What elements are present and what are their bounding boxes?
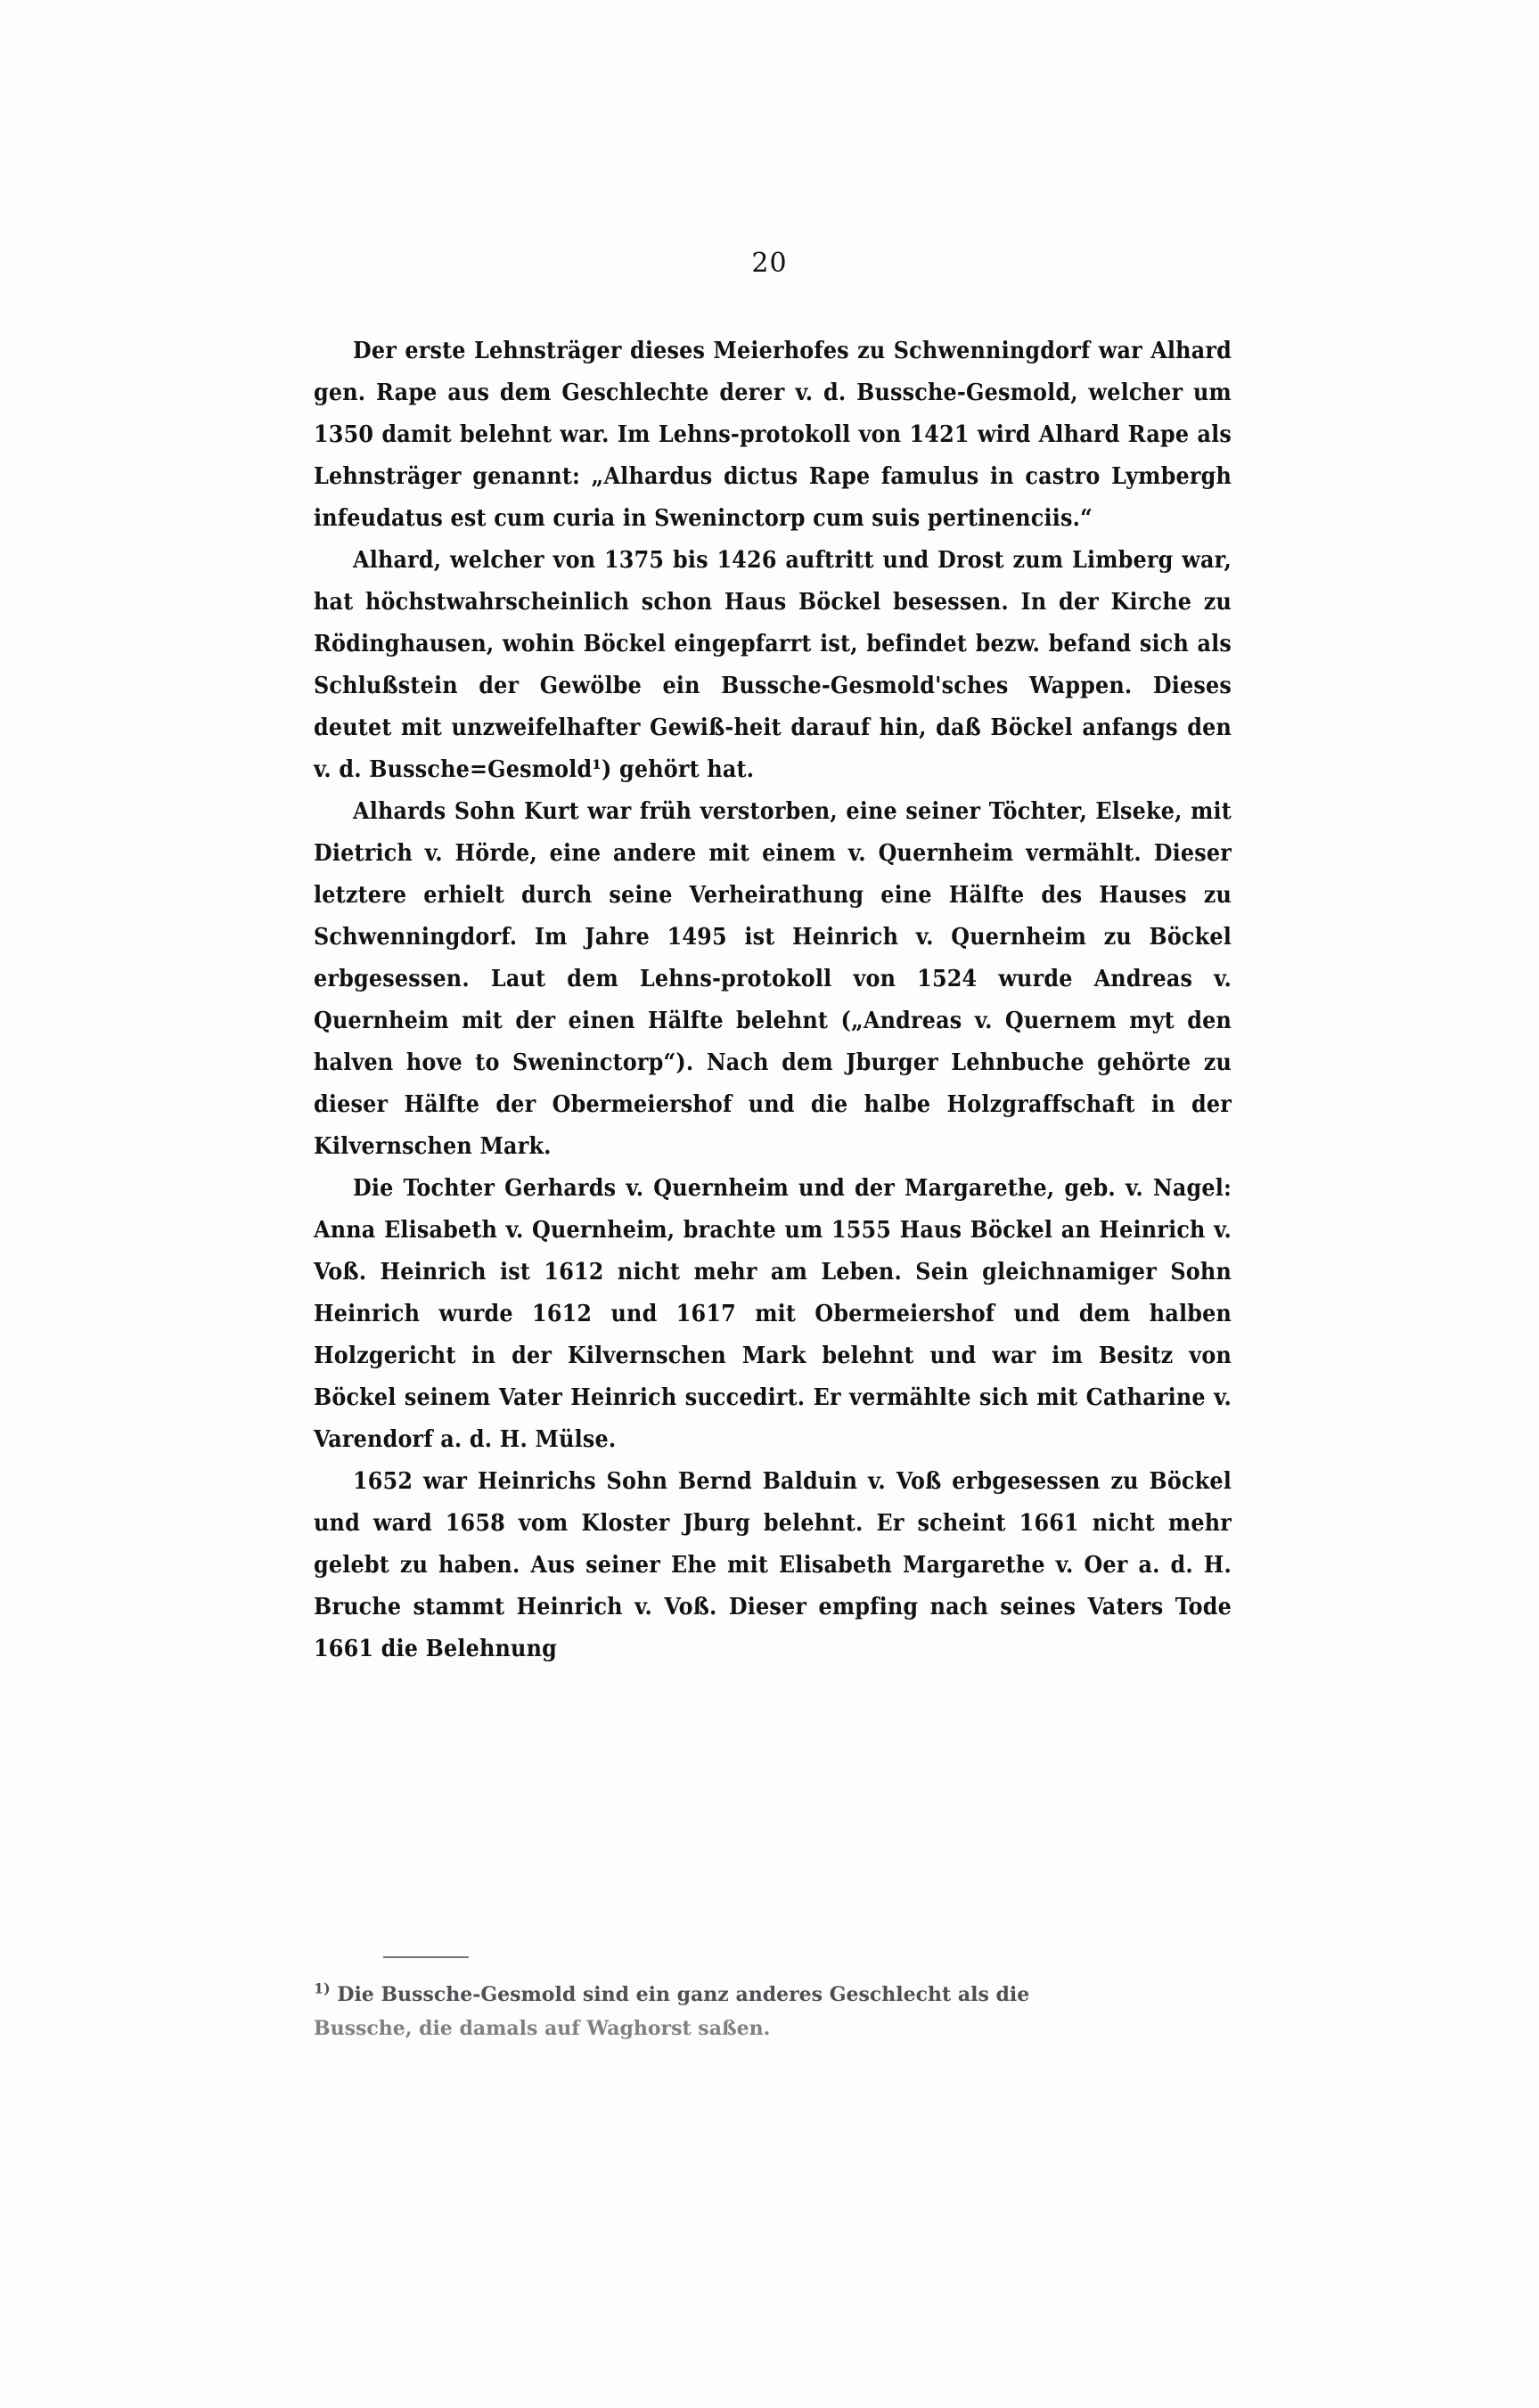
- paragraph: Der erste Lehnsträger dieses Meierhofes zu Schwenningdorf war Alhard gen. Rape aus dem Geschlechte derer v. d. Bussche-Gesmold, welcher um 1350 damit belehnt war. Im Lehns-protokoll von 1421 wird Alhard Rape als Lehnsträger genannt: „Alhardus dictus Rape famulus in castro Lymbergh infeudatus est cum curia in Sweninctorp cum suis pertinenciis.“: [314, 337, 1232, 532]
- footnote-line-1: Die Bussche-Gesmold sind ein ganz anderes Geschlecht als die: [337, 1983, 1030, 2006]
- paragraph: Alhard, welcher von 1375 bis 1426 auftritt und Drost zum Limberg war, hat höchstwahrscheinlich schon Haus Böckel besessen. In der Kirche zu Rödinghausen, wohin Böckel eingepfarrt ist, befindet bezw. befand sich als Schlußstein der Gewölbe ein Bussche-Gesmold'sches Wappen. Dieses deutet mit unzweifelhafter Gewiß-heit darauf hin, daß Böckel anfangs den v. d. Bussche=Gesmold¹) gehört hat.: [314, 546, 1232, 783]
- footnote: [314, 1978, 1232, 2045]
- footnote-line-2: Bussche, die damals auf Waghorst saßen.: [314, 2017, 771, 2040]
- footnote-marker: 1): [314, 1979, 331, 1997]
- page-number: 20: [751, 248, 788, 279]
- paragraph: Alhards Sohn Kurt war früh verstorben, eine seiner Töchter, Elseke, mit Dietrich v. Hörde, eine andere mit einem v. Quernheim vermählt. Dieser letztere erhielt durch seine Verheirathung eine Hälfte des Hauses zu Schwenningdorf. Im Jahre 1495 ist Heinrich v. Quernheim zu Böckel erbgesessen. Laut dem Lehns-protokoll von 1524 wurde Andreas v. Quernheim mit der einen Hälfte belehnt („Andreas v. Quernem myt den halven hove to Sweninctorp“). Nach dem Jburger Lehnbuche gehörte zu dieser Hälfte der Obermeiershof und die halbe Holzgraffschaft in der Kilvernschen Mark.: [314, 797, 1232, 1160]
- paragraph: 1652 war Heinrichs Sohn Bernd Balduin v. Voß erbgesessen zu Böckel und ward 1658 vom Kloster Jburg belehnt. Er scheint 1661 nicht mehr gelebt zu haben. Aus seiner Ehe mit Elisabeth Margarethe v. Oer a. d. H. Bruche stammt Heinrich v. Voß. Dieser empfing nach seines Vaters Tode 1661 die Belehnung: [314, 1467, 1232, 1662]
- paragraph: Die Tochter Gerhards v. Quernheim und der Margarethe, geb. v. Nagel: Anna Elisabeth v. Quernheim, brachte um 1555 Haus Böckel an Heinrich v. Voß. Heinrich ist 1612 nicht mehr am Leben. Sein gleichnamiger Sohn Heinrich wurde 1612 und 1617 mit Obermeiershof und dem halben Holzgericht in der Kilvernschen Mark belehnt und war im Besitz von Böckel seinem Vater Heinrich succedirt. Er vermählte sich mit Catharine v. Varendorf a. d. H. Mülse.: [314, 1174, 1232, 1453]
- footnote-separator-rule: [383, 1956, 469, 1958]
- body-text: [314, 330, 1232, 1669]
